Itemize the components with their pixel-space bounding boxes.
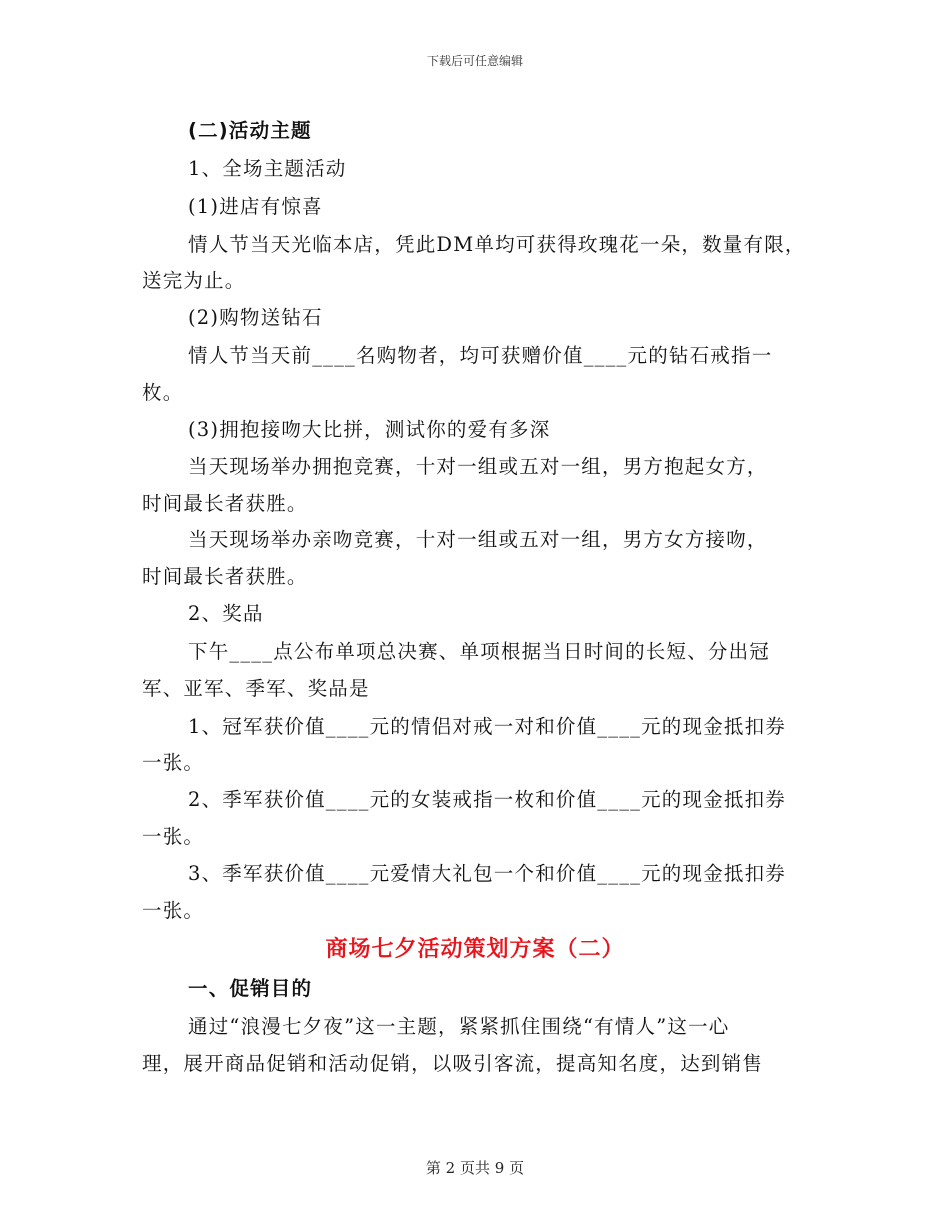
prize-item-1: 1、冠军获价值____元的情侣对戒一对和价值____元的现金抵扣券: [188, 715, 787, 738]
item-heading-3: (3)拥抱接吻大比拼，测试你的爱有多深: [188, 418, 551, 441]
section-heading-activity-theme: (二)活动主题: [188, 119, 312, 142]
item-heading-1: (1)进店有惊喜: [188, 195, 323, 218]
paragraph-line: 通过“浪漫七夕夜”这一主题，紧紧抓住围绕“有情人”这一心: [188, 1015, 730, 1038]
paragraph-line: 当天现场举办拥抱竞赛，十对一组或五对一组，男方抱起女方，: [188, 455, 768, 478]
paragraph-line: 当天现场举办亲吻竞赛，十对一组或五对一组，男方女方接吻，: [188, 528, 768, 551]
paragraph-line: 时间最长者获胜。: [142, 492, 308, 515]
paragraph-line: 一张。: [142, 825, 205, 848]
subheading-prizes: 2、奖品: [188, 602, 264, 625]
page-footer: 第 2 页共 9 页: [425, 1159, 525, 1177]
section-heading-promotion-purpose: 一、促销目的: [188, 977, 313, 1000]
paragraph-line: 情人节当天光临本店，凭此DM单均可获得玫瑰花一朵，数量有限，: [188, 233, 806, 256]
subheading-main-activity: 1、全场主题活动: [188, 157, 347, 180]
prize-item-2: 2、季军获价值____元的女装戒指一枚和价值____元的现金抵扣券: [188, 788, 787, 811]
paragraph-line: 情人节当天前____名购物者，均可获赠价值____元的钻石戒指一: [188, 344, 773, 367]
paragraph-line: 送完为止。: [142, 269, 246, 292]
item-heading-2: (2)购物送钻石: [188, 306, 323, 329]
document-title-part-two: 商场七夕活动策划方案（二）: [325, 937, 625, 962]
paragraph-line: 时间最长者获胜。: [142, 565, 308, 588]
paragraph-line: 军、亚军、季军、奖品是: [142, 677, 370, 700]
paragraph-line: 一张。: [142, 751, 205, 774]
paragraph-line: 一张。: [142, 899, 205, 922]
paragraph-line: 理，展开商品促销和活动促销，以吸引客流，提高知名度，达到销售: [142, 1052, 764, 1075]
paragraph-line: 枚。: [142, 381, 184, 404]
prize-item-3: 3、季军获价值____元爱情大礼包一个和价值____元的现金抵扣券: [188, 862, 787, 885]
paragraph-line: 下午____点公布单项总决赛、单项根据当日时间的长短、分出冠: [188, 640, 771, 663]
page-header: 下载后可任意编辑: [426, 54, 523, 68]
